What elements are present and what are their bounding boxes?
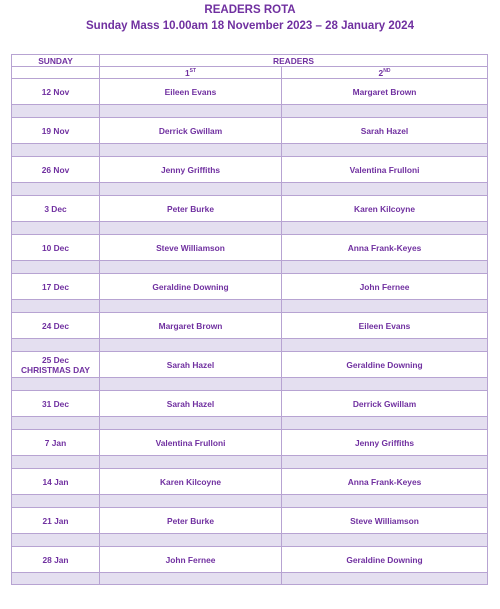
separator-cell xyxy=(282,339,488,352)
separator-cell xyxy=(12,534,100,547)
table-row xyxy=(12,547,488,573)
separator-cell xyxy=(282,534,488,547)
separator-cell xyxy=(100,378,282,391)
page-subtitle: Sunday Mass 10.00am 18 November 2023 – 28 January 2024 xyxy=(86,20,414,32)
separator-cell xyxy=(282,378,488,391)
separator-cell xyxy=(100,144,282,157)
sunday-date: 14 Jan xyxy=(42,476,69,487)
separator-cell xyxy=(282,222,488,235)
first-reader-cell: Sarah Hazel xyxy=(100,352,282,378)
separator-cell xyxy=(100,417,282,430)
second-reader-cell: Steve Williamson xyxy=(282,508,488,534)
separator-row xyxy=(12,105,488,118)
first-reader-cell: Jenny Griffiths xyxy=(100,157,282,183)
separator-cell xyxy=(282,456,488,469)
separator-row xyxy=(12,222,488,235)
separator-cell xyxy=(100,105,282,118)
second-reader-cell: Karen Kilcoyne xyxy=(282,196,488,222)
first-reader-cell: Valentina Frulloni xyxy=(100,430,282,456)
first-reader-cell: Steve Williamson xyxy=(100,235,282,261)
sunday-header: SUNDAY xyxy=(12,55,100,67)
separator-row xyxy=(12,339,488,352)
sunday-date: 19 Nov xyxy=(41,125,70,136)
second-label: 2 xyxy=(378,67,384,78)
separator-row xyxy=(12,300,488,313)
sunday-date: 31 Dec xyxy=(41,398,69,409)
sunday-date: 12 Nov xyxy=(41,86,70,97)
separator-cell xyxy=(12,261,100,274)
separator-cell xyxy=(100,183,282,196)
second-reader-cell: Margaret Brown xyxy=(282,79,488,105)
separator-cell xyxy=(100,456,282,469)
separator-cell xyxy=(12,417,100,430)
sunday-cell xyxy=(12,118,100,144)
first-reader-cell: Eileen Evans xyxy=(100,79,282,105)
sunday-date: 21 Jan xyxy=(42,515,69,526)
table-row xyxy=(12,508,488,534)
separator-cell xyxy=(282,261,488,274)
separator-cell xyxy=(282,417,488,430)
second-reader-cell: Valentina Frulloni xyxy=(282,157,488,183)
sunday-cell xyxy=(12,547,100,573)
table-row xyxy=(12,196,488,222)
table-row xyxy=(12,469,488,495)
first-reader-header xyxy=(100,67,282,79)
sunday-cell xyxy=(12,430,100,456)
separator-cell xyxy=(12,456,100,469)
sunday-date: 7 Jan xyxy=(44,437,67,448)
separator-cell xyxy=(12,339,100,352)
second-reader-cell: John Fernee xyxy=(282,274,488,300)
separator-row xyxy=(12,495,488,508)
readers-header: READERS xyxy=(100,55,488,67)
first-label: 1 xyxy=(184,67,190,78)
sunday-date: 10 Dec xyxy=(41,242,69,253)
table-row xyxy=(12,118,488,144)
sunday-cell xyxy=(12,274,100,300)
sunday-date: 28 Jan xyxy=(42,554,69,565)
second-reader-cell: Eileen Evans xyxy=(282,313,488,339)
sunday-cell xyxy=(12,79,100,105)
second-reader-cell: Jenny Griffiths xyxy=(282,430,488,456)
second-sup: ND xyxy=(383,67,391,74)
separator-cell xyxy=(12,183,100,196)
separator-cell xyxy=(282,495,488,508)
separator-cell xyxy=(100,534,282,547)
sunday-cell xyxy=(12,508,100,534)
first-reader-cell: Peter Burke xyxy=(100,196,282,222)
sunday-cell xyxy=(12,391,100,417)
second-reader-cell: Geraldine Downing xyxy=(282,352,488,378)
table-row xyxy=(12,157,488,183)
separator-cell xyxy=(12,144,100,157)
second-reader-cell: Sarah Hazel xyxy=(282,118,488,144)
sunday-cell xyxy=(12,469,100,495)
second-reader-cell: Anna Frank-Keyes xyxy=(282,235,488,261)
first-reader-cell: Derrick Gwillam xyxy=(100,118,282,144)
separator-cell xyxy=(100,573,282,585)
separator-cell xyxy=(282,300,488,313)
separator-row xyxy=(12,417,488,430)
readers-rota-table xyxy=(11,54,488,585)
table-row xyxy=(12,352,488,378)
separator-cell xyxy=(100,300,282,313)
second-reader-cell: Derrick Gwillam xyxy=(282,391,488,417)
separator-cell xyxy=(12,495,100,508)
table-row xyxy=(12,235,488,261)
table-row xyxy=(12,274,488,300)
second-reader-header xyxy=(282,67,488,79)
separator-cell xyxy=(282,144,488,157)
sunday-cell xyxy=(12,313,100,339)
table-row xyxy=(12,391,488,417)
separator-cell xyxy=(12,222,100,235)
sunday-date: 17 Dec xyxy=(41,281,69,292)
separator-row xyxy=(12,261,488,274)
first-reader-cell: Geraldine Downing xyxy=(100,274,282,300)
first-sup: ST xyxy=(189,67,197,74)
subheader-row xyxy=(12,67,488,79)
first-reader-cell: Peter Burke xyxy=(100,508,282,534)
second-reader-cell: Geraldine Downing xyxy=(282,547,488,573)
sunday-date: 25 Dec xyxy=(41,354,69,365)
sunday-date: 3 Dec xyxy=(44,203,67,214)
sunday-date: 24 Dec xyxy=(41,320,69,331)
separator-cell xyxy=(282,105,488,118)
table-row xyxy=(12,313,488,339)
separator-row xyxy=(12,183,488,196)
separator-row xyxy=(12,378,488,391)
separator-row xyxy=(12,144,488,157)
separator-cell xyxy=(100,495,282,508)
second-reader-cell: Anna Frank-Keyes xyxy=(282,469,488,495)
separator-cell xyxy=(12,573,100,585)
first-reader-cell: Margaret Brown xyxy=(100,313,282,339)
separator-cell xyxy=(100,261,282,274)
separator-cell xyxy=(100,222,282,235)
table-row xyxy=(12,79,488,105)
separator-cell xyxy=(12,378,100,391)
separator-cell xyxy=(12,105,100,118)
sunday-date: 26 Nov xyxy=(41,164,70,175)
separator-row xyxy=(12,456,488,469)
separator-cell xyxy=(12,300,100,313)
separator-cell xyxy=(100,339,282,352)
table-row xyxy=(12,430,488,456)
sunday-cell xyxy=(12,196,100,222)
first-reader-cell: John Fernee xyxy=(100,547,282,573)
page-title: READERS ROTA xyxy=(204,4,296,16)
sunday-cell xyxy=(12,235,100,261)
separator-row xyxy=(12,534,488,547)
sunday-subheader-blank xyxy=(12,67,100,79)
first-reader-cell: Sarah Hazel xyxy=(100,391,282,417)
separator-row xyxy=(12,573,488,585)
header-row xyxy=(12,55,488,67)
sunday-cell xyxy=(12,352,100,378)
separator-cell xyxy=(282,183,488,196)
separator-cell xyxy=(282,573,488,585)
first-reader-cell: Karen Kilcoyne xyxy=(100,469,282,495)
sunday-note: CHRISTMAS DAY xyxy=(20,364,91,375)
sunday-cell xyxy=(12,157,100,183)
